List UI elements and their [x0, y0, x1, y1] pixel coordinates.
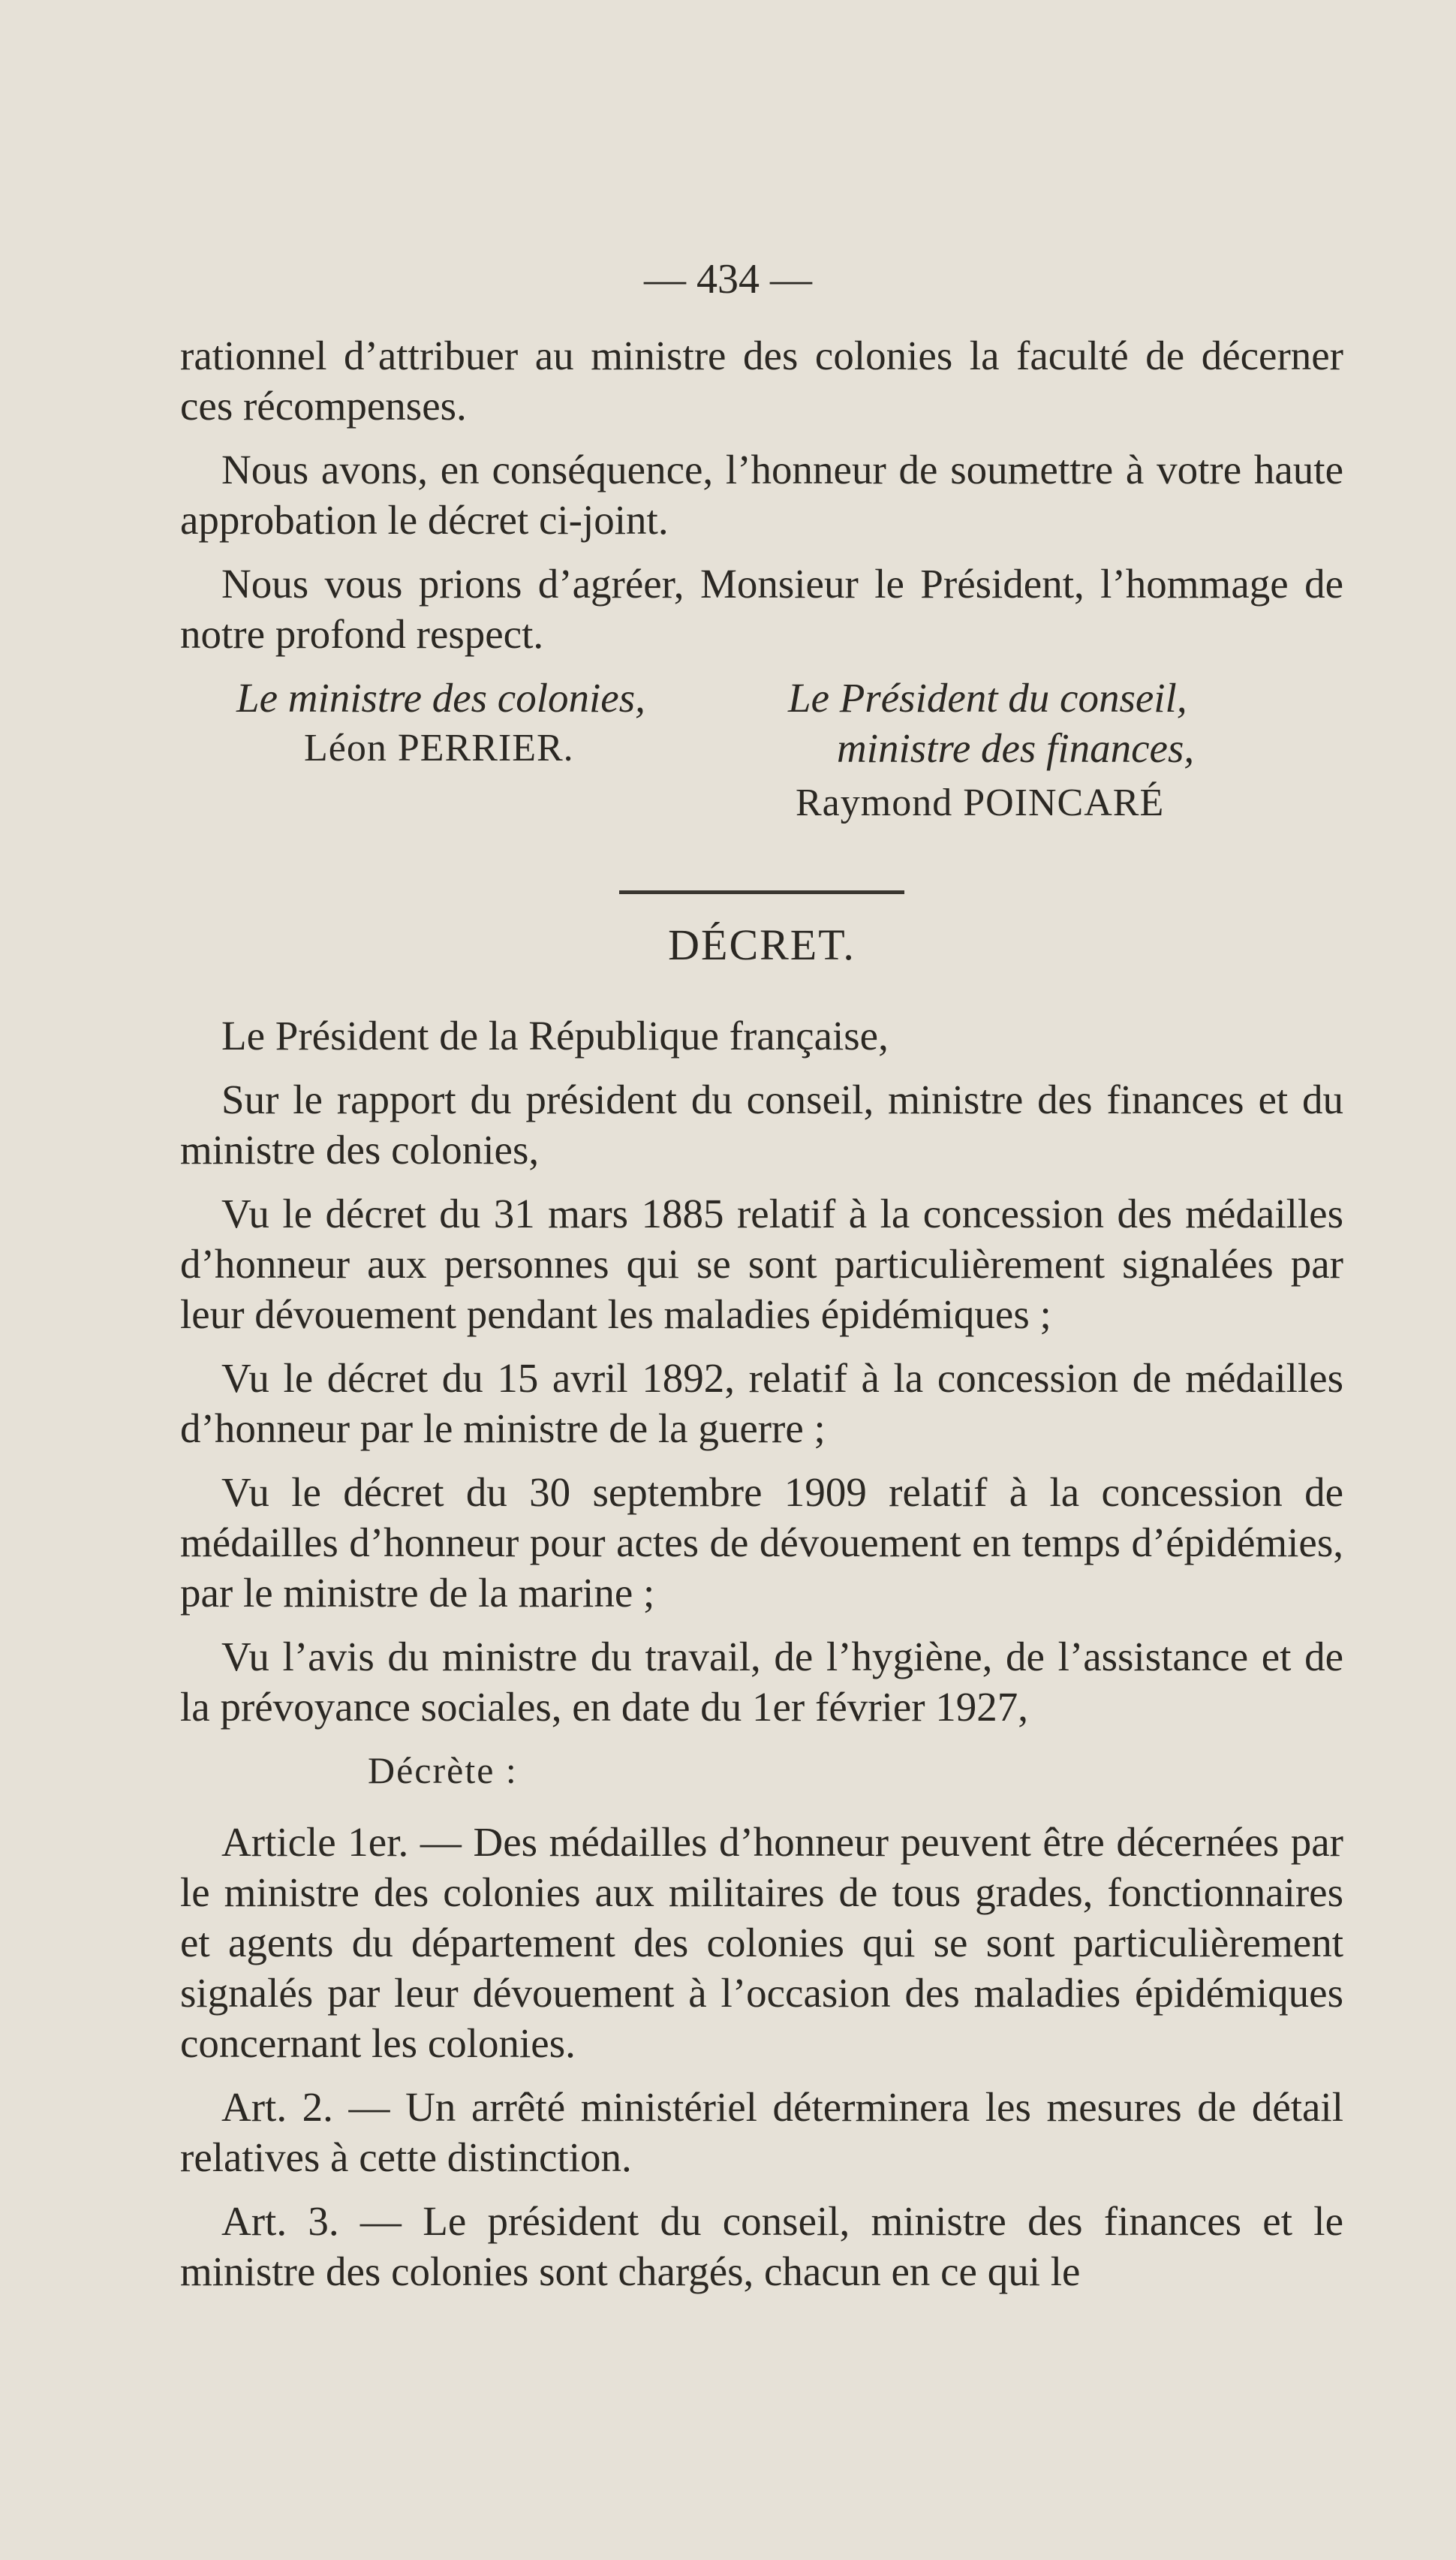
article: Article 1er. — Des médailles d’honneur peuvent être décernées par le ministre des colonies aux militaires de tous grades, fonctionnaires et agents du département des colonies qui se sont particulièrement signalés par leur dévouement à l’occasion des maladies épidémiques concernant les colonies.: [180, 1819, 1343, 2066]
page-body: [180, 330, 1343, 2310]
signature-name: Raymond POINCARÉ: [796, 782, 1165, 824]
decree-heading: DÉCRET.: [668, 920, 856, 969]
article: Art. 3. — Le président du conseil, ministre des finances et le ministre des colonies sont chargés, chacun en ce qui le: [180, 2198, 1343, 2294]
signature-right: [766, 673, 1343, 828]
visa-paragraph: Vu l’avis du ministre du travail, de l’hygiène, de l’assistance et de la prévoyance sociales, en date du 1er février 1927,: [180, 1634, 1343, 1730]
signature-block: [180, 673, 1343, 875]
paragraph: Nous avons, en conséquence, l’honneur de soumettre à votre haute approbation le décret ci-joint.: [180, 447, 1343, 543]
signature-left: [236, 673, 777, 773]
visa-paragraph: Vu le décret du 15 avril 1892, relatif à la concession de médailles d’honneur par le ministre de la guerre ;: [180, 1355, 1343, 1451]
signature-title: Le ministre des colonies,: [236, 675, 645, 721]
visa-paragraph: Vu le décret du 30 septembre 1909 relatif à la concession de médailles d’honneur pour actes de dévouement en temps d’épidémies, par le ministre de la marine ;: [180, 1469, 1343, 1616]
article: Art. 2. — Un arrêté ministériel déterminera les mesures de détail relatives à cette distinction.: [180, 2084, 1343, 2180]
paragraph: Nous vous prions d’agréer, Monsieur le Président, l’hommage de notre profond respect.: [180, 561, 1343, 657]
visa-paragraph: Vu le décret du 31 mars 1885 relatif à la concession des médailles d’honneur aux personnes qui se sont particulièrement signalées par leur dévouement pendant les maladies épidémiques ;: [180, 1191, 1343, 1337]
decree-intro: Le Président de la République française,: [221, 1013, 889, 1059]
signature-title: Le Président du conseil,: [788, 675, 1187, 721]
visa-paragraph: Sur le rapport du président du conseil, ministre des finances et du ministre des colonies,: [180, 1077, 1343, 1173]
signature-name: Léon PERRIER.: [304, 727, 574, 770]
signature-title-line-2: ministre des finances,: [837, 725, 1195, 771]
paragraph: rationnel d’attribuer au ministre des colonies la faculté de décerner ces récompenses.: [180, 333, 1343, 429]
decrete-label: Décrète :: [368, 1749, 518, 1791]
page-number: — 434 —: [644, 256, 812, 303]
divider-rule: [619, 890, 904, 894]
